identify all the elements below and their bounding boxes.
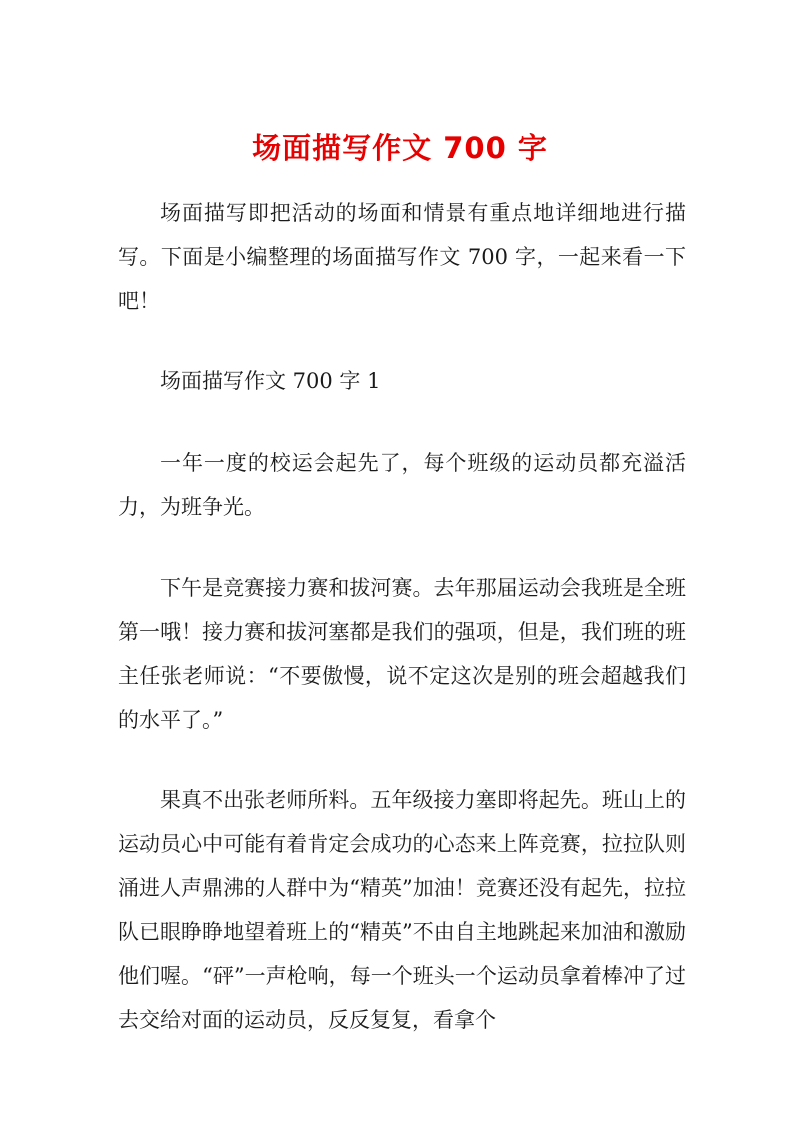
section-heading: 场面描写作文 700 字 1	[160, 369, 381, 393]
body-paragraph: 一年一度的校运会起先了，每个班级的运动员都充溢活力，为班争光。	[118, 451, 686, 519]
body-paragraph: 果真不出张老师所料。五年级接力塞即将起先。班山上的运动员心中可能有着肯定会成功的心态来上阵竞赛，拉拉队则涌进人声鼎沸的人群中为“精英”加油！竞赛还没有起先，拉拉队已眼睁睁地望着班上的“精英”不由自主地跳起来加油和激励他们喔。“砰”一声枪响，每一个班头一个运动员拿着棒冲了过去交给对面的运动员，反反复复，看拿个	[118, 788, 686, 1032]
intro-paragraph: 场面描写即把活动的场面和情景有重点地详细地进行描写。下面是小编整理的场面描写作文 700 字，一起来看一下吧！	[118, 201, 686, 313]
document-title: 场面描写作文 700 字	[252, 131, 548, 165]
body-paragraph: 下午是竞赛接力赛和拔河赛。去年那届运动会我班是全班第一哦！接力赛和拔河塞都是我们的强项，但是，我们班的班主任张老师说：“不要傲慢，说不定这次是别的班会超越我们的水平了。”	[118, 576, 686, 732]
